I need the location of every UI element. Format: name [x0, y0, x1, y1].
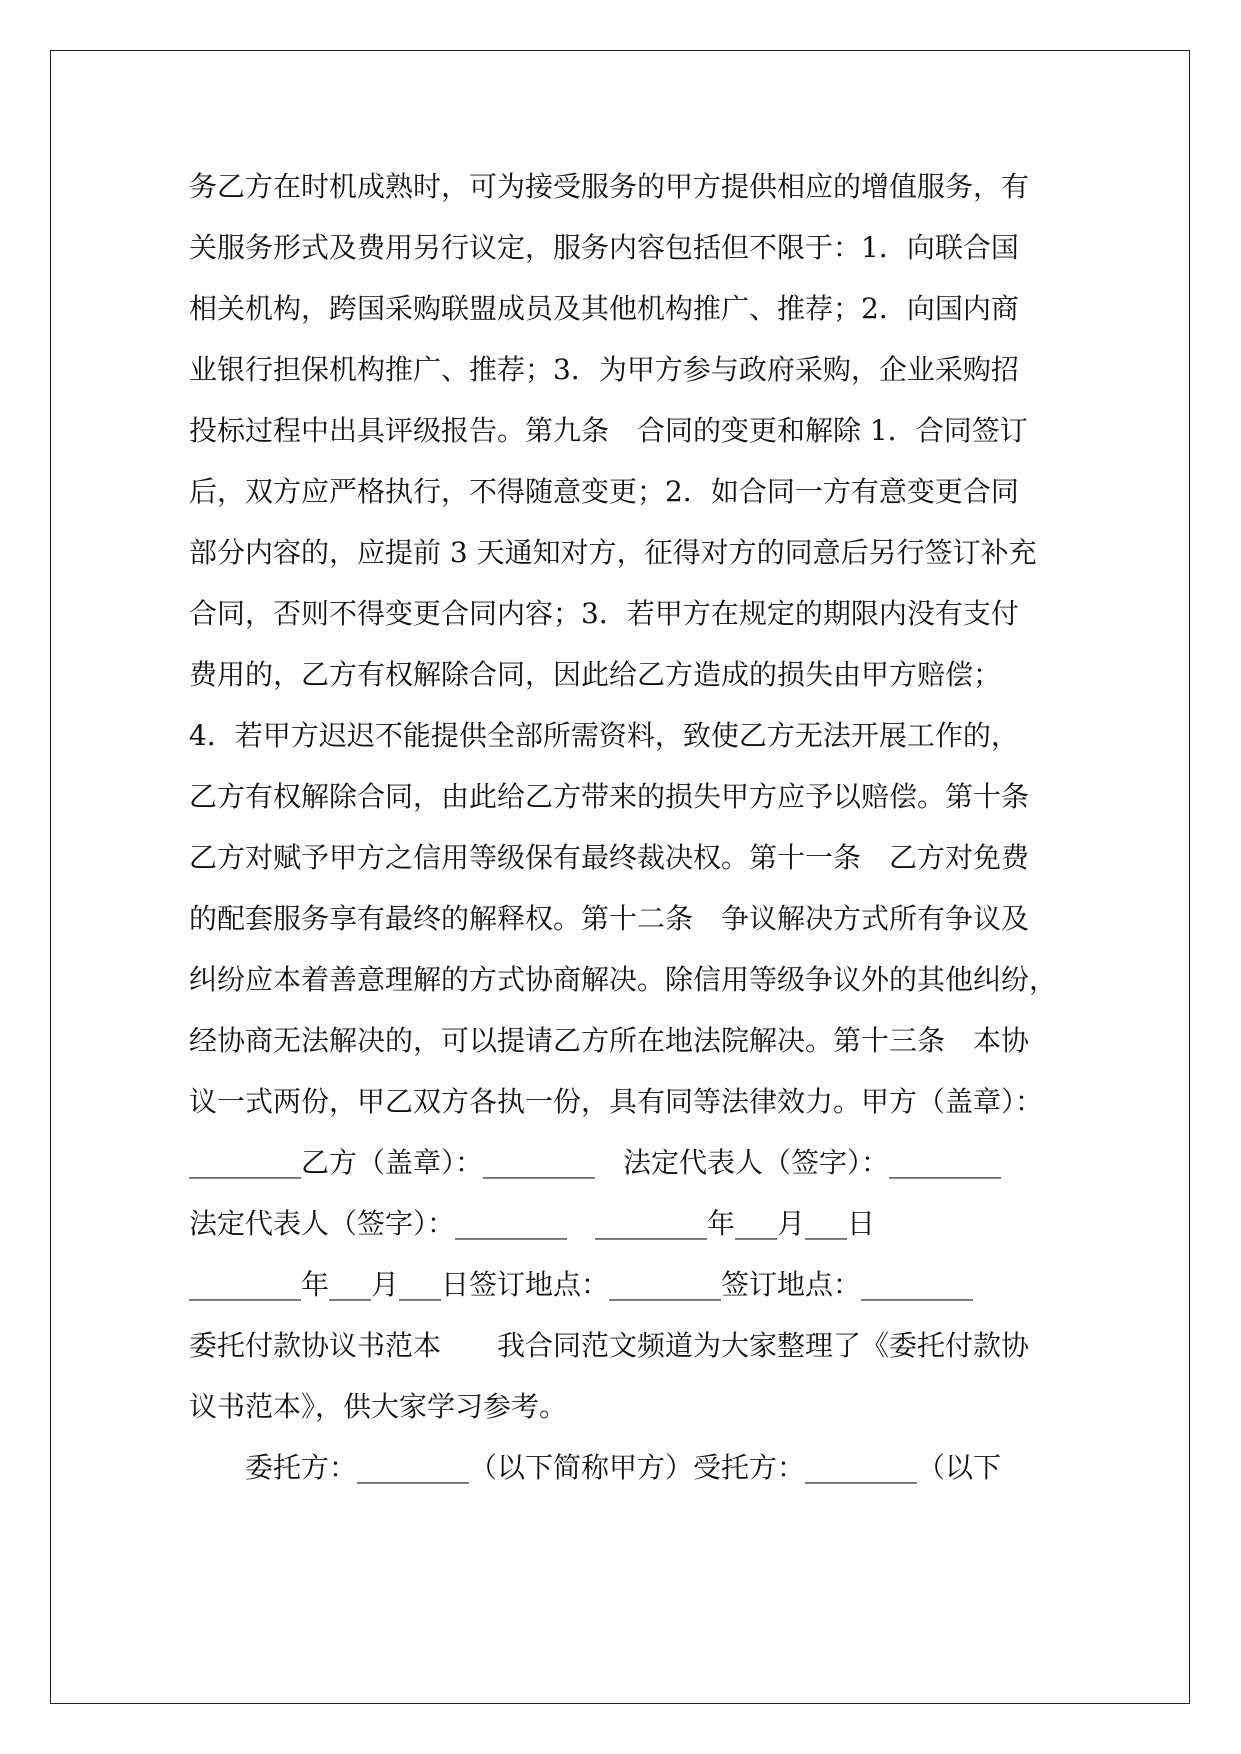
text-line: 部分内容的，应提前 3 天通知对方，征得对方的同意后另行签订补充 [189, 536, 1037, 569]
document-body [189, 156, 1069, 1498]
signature-line: ________乙方（盖章）：________ 法定代表人（签字）：________ [189, 1146, 1002, 1179]
text-line: 4．若甲方迟迟不能提供全部所需资料，致使乙方无法开展工作的， [189, 719, 1019, 752]
text-line: 纠纷应本着善意理解的方式协商解决。除信用等级争议外的其他纠纷， [189, 963, 1058, 996]
text-line: 相关机构，跨国采购联盟成员及其他机构推广、推荐；2．向国内商 [189, 292, 1019, 325]
text-line: 经协商无法解决的，可以提请乙方所在地法院解决。第十三条 本协 [189, 1024, 1030, 1057]
signature-line: 法定代表人（签字）：________ ________年___月___日 [189, 1207, 876, 1240]
text-line: 费用的，乙方有权解除合同，因此给乙方造成的损失由甲方赔偿； [189, 658, 1002, 691]
text-line: 业银行担保机构推广、推荐；3．为甲方参与政府采购，企业采购招 [189, 353, 1019, 386]
text-line: 议一式两份，甲乙双方各执一份，具有同等法律效力。甲方（盖章）： [189, 1085, 1044, 1118]
text-line: 关服务形式及费用另行议定，服务内容包括但不限于：1．向联合国 [189, 231, 1019, 264]
text-line: 议书范本》，供大家学习参考。 [189, 1390, 568, 1423]
text-line: 委托付款协议书范本 我合同范文频道为大家整理了《委托付款协 [189, 1329, 1030, 1362]
text-line: 合同，否则不得变更合同内容；3．若甲方在规定的期限内没有支付 [189, 597, 1019, 630]
text-line: 乙方有权解除合同，由此给乙方带来的损失甲方应予以赔偿。第十条 [189, 780, 1030, 813]
text-line: 的配套服务享有最终的解释权。第十二条 争议解决方式所有争议及 [189, 902, 1030, 935]
signature-line: ________年___月___日签订地点：________签订地点：________ [189, 1268, 974, 1301]
text-line: 委托方：________（以下简称甲方）受托方：________（以下 [189, 1451, 1002, 1484]
text-line: 乙方对赋予甲方之信用等级保有最终裁决权。第十一条 乙方对免费 [189, 841, 1030, 874]
text-line: 务乙方在时机成熟时，可为接受服务的甲方提供相应的增值服务，有 [189, 170, 1030, 203]
text-line: 后，双方应严格执行，不得随意变更；2．如合同一方有意变更合同 [189, 475, 1019, 508]
text-line: 投标过程中出具评级报告。第九条 合同的变更和解除 1．合同签订 [189, 414, 1028, 447]
